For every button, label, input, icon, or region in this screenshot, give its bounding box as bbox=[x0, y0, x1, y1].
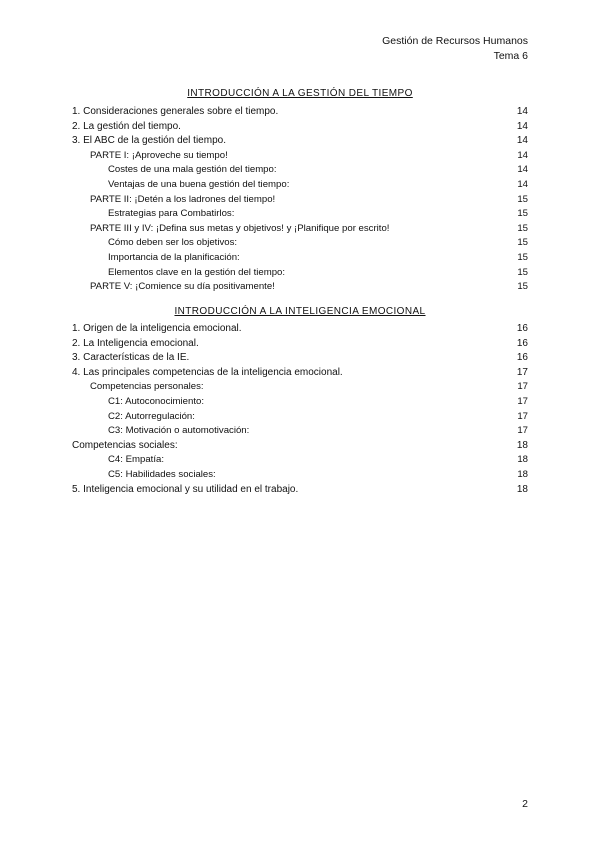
toc-entry-page: 15 bbox=[517, 251, 528, 263]
toc-entry-label: Ventajas de una buena gestión del tiempo: bbox=[108, 178, 290, 190]
toc-entry-page: 17 bbox=[516, 366, 528, 378]
toc-entry-page: 17 bbox=[517, 410, 528, 422]
header-topic: Tema 6 bbox=[493, 50, 528, 62]
toc-entry[interactable] bbox=[72, 395, 528, 410]
toc-entry[interactable] bbox=[72, 439, 528, 454]
toc-entry-label: C3: Motivación o automotivación: bbox=[108, 425, 250, 437]
toc-entry-label: 3. El ABC de la gestión del tiempo. bbox=[72, 135, 226, 147]
toc-entry-label: PARTE V: ¡Comience su día positivamente! bbox=[90, 281, 275, 293]
toc-entry[interactable] bbox=[72, 322, 528, 337]
toc-entry-page: 18 bbox=[516, 439, 528, 451]
toc-entry-page: 14 bbox=[516, 106, 528, 117]
toc-entry-page: 15 bbox=[517, 237, 528, 249]
toc-entry-label: C4: Empatía: bbox=[108, 454, 164, 466]
toc-entry[interactable] bbox=[72, 468, 528, 483]
toc-entry[interactable] bbox=[72, 120, 528, 135]
toc-entry-label: Importancia de la planificación: bbox=[108, 251, 240, 263]
toc-entry[interactable] bbox=[72, 222, 528, 237]
toc-entry[interactable] bbox=[72, 163, 528, 178]
toc-entry[interactable] bbox=[72, 410, 528, 425]
toc-entry[interactable] bbox=[72, 483, 528, 498]
toc-entry-page: 14 bbox=[517, 149, 528, 161]
toc-entry[interactable] bbox=[72, 337, 528, 352]
toc-entry-page: 16 bbox=[516, 352, 528, 364]
toc-entry[interactable] bbox=[72, 149, 528, 164]
toc-entry-label: Estrategias para Combatirlos: bbox=[108, 208, 235, 220]
toc-entry-label: 1. Consideraciones generales sobre el tiempo. bbox=[72, 106, 279, 117]
toc-entry[interactable] bbox=[72, 366, 528, 381]
toc-entry-label: 2. La gestión del tiempo. bbox=[72, 120, 181, 132]
toc-entry-label: 3. Características de la IE. bbox=[72, 352, 190, 364]
toc-entry-page: 16 bbox=[516, 337, 528, 349]
toc-entry-page: 14 bbox=[516, 135, 528, 147]
toc-entry-label: C1: Autoconocimiento: bbox=[108, 395, 204, 407]
toc-entry-page: 16 bbox=[516, 323, 528, 334]
toc-entry[interactable] bbox=[72, 193, 528, 208]
toc-entry-label: Costes de una mala gestión del tiempo: bbox=[108, 164, 277, 176]
toc-entry-label: 2. La Inteligencia emocional. bbox=[72, 337, 199, 349]
toc-entry-page: 14 bbox=[517, 178, 528, 190]
toc-entry[interactable] bbox=[72, 351, 528, 366]
toc-entry-page: 15 bbox=[517, 193, 528, 205]
section-title-emotional-intelligence: INTRODUCCIÓN A LA INTELIGENCIA EMOCIONAL bbox=[174, 306, 426, 317]
toc-entry-label: 5. Inteligencia emocional y su utilidad en el trabajo. bbox=[72, 483, 299, 495]
toc-entry[interactable] bbox=[72, 134, 528, 149]
toc-entry[interactable] bbox=[72, 453, 528, 468]
page-number: 2 bbox=[522, 798, 528, 810]
toc-entry[interactable] bbox=[72, 207, 528, 222]
toc-entry[interactable] bbox=[72, 105, 528, 120]
header-subject: Gestión de Recursos Humanos bbox=[382, 35, 528, 47]
toc-entry-label: PARTE III y IV: ¡Defina sus metas y objetivos! y ¡Planifique por escrito! bbox=[90, 222, 390, 234]
toc-emotional-intelligence bbox=[72, 322, 528, 497]
toc-entry-page: 15 bbox=[517, 208, 528, 220]
toc-entry[interactable] bbox=[72, 280, 528, 295]
toc-entry-label: 4. Las principales competencias de la inteligencia emocional. bbox=[72, 366, 343, 378]
toc-entry-page: 18 bbox=[517, 468, 528, 480]
toc-entry-label: C5: Habilidades sociales: bbox=[108, 468, 216, 480]
toc-entry-label: Competencias personales: bbox=[90, 381, 204, 393]
section-title-time-management: INTRODUCCIÓN A LA GESTIÓN DEL TIEMPO bbox=[187, 88, 413, 99]
toc-entry[interactable] bbox=[72, 424, 528, 439]
toc-entry-label: 1. Origen de la inteligencia emocional. bbox=[72, 323, 242, 334]
toc-entry-page: 15 bbox=[517, 222, 528, 234]
toc-entry-label: Cómo deben ser los objetivos: bbox=[108, 237, 238, 249]
toc-entry-label: Competencias sociales: bbox=[72, 439, 178, 451]
toc-entry-page: 17 bbox=[517, 425, 528, 437]
toc-entry-page: 14 bbox=[516, 120, 528, 132]
toc-entry-page: 15 bbox=[517, 266, 528, 278]
page-header bbox=[382, 34, 528, 64]
toc-entry-label: C2: Autorregulación: bbox=[108, 410, 195, 422]
toc-entry-page: 18 bbox=[517, 454, 528, 466]
toc-entry[interactable] bbox=[72, 380, 528, 395]
toc-entry-label: PARTE II: ¡Detén a los ladrones del tiempo! bbox=[90, 193, 276, 205]
toc-entry-page: 17 bbox=[517, 395, 528, 407]
toc-entry-label: Elementos clave en la gestión del tiempo: bbox=[108, 266, 286, 278]
toc-entry-page: 15 bbox=[517, 281, 528, 293]
toc-entry[interactable] bbox=[72, 236, 528, 251]
toc-entry-label: PARTE I: ¡Aproveche su tiempo! bbox=[90, 149, 228, 161]
toc-entry[interactable] bbox=[72, 178, 528, 193]
toc-entry[interactable] bbox=[72, 266, 528, 281]
toc-entry-page: 18 bbox=[516, 483, 528, 495]
toc-entry-page: 14 bbox=[517, 164, 528, 176]
toc-entry-page: 17 bbox=[517, 381, 528, 393]
toc-time-management bbox=[72, 105, 528, 295]
toc-entry[interactable] bbox=[72, 251, 528, 266]
